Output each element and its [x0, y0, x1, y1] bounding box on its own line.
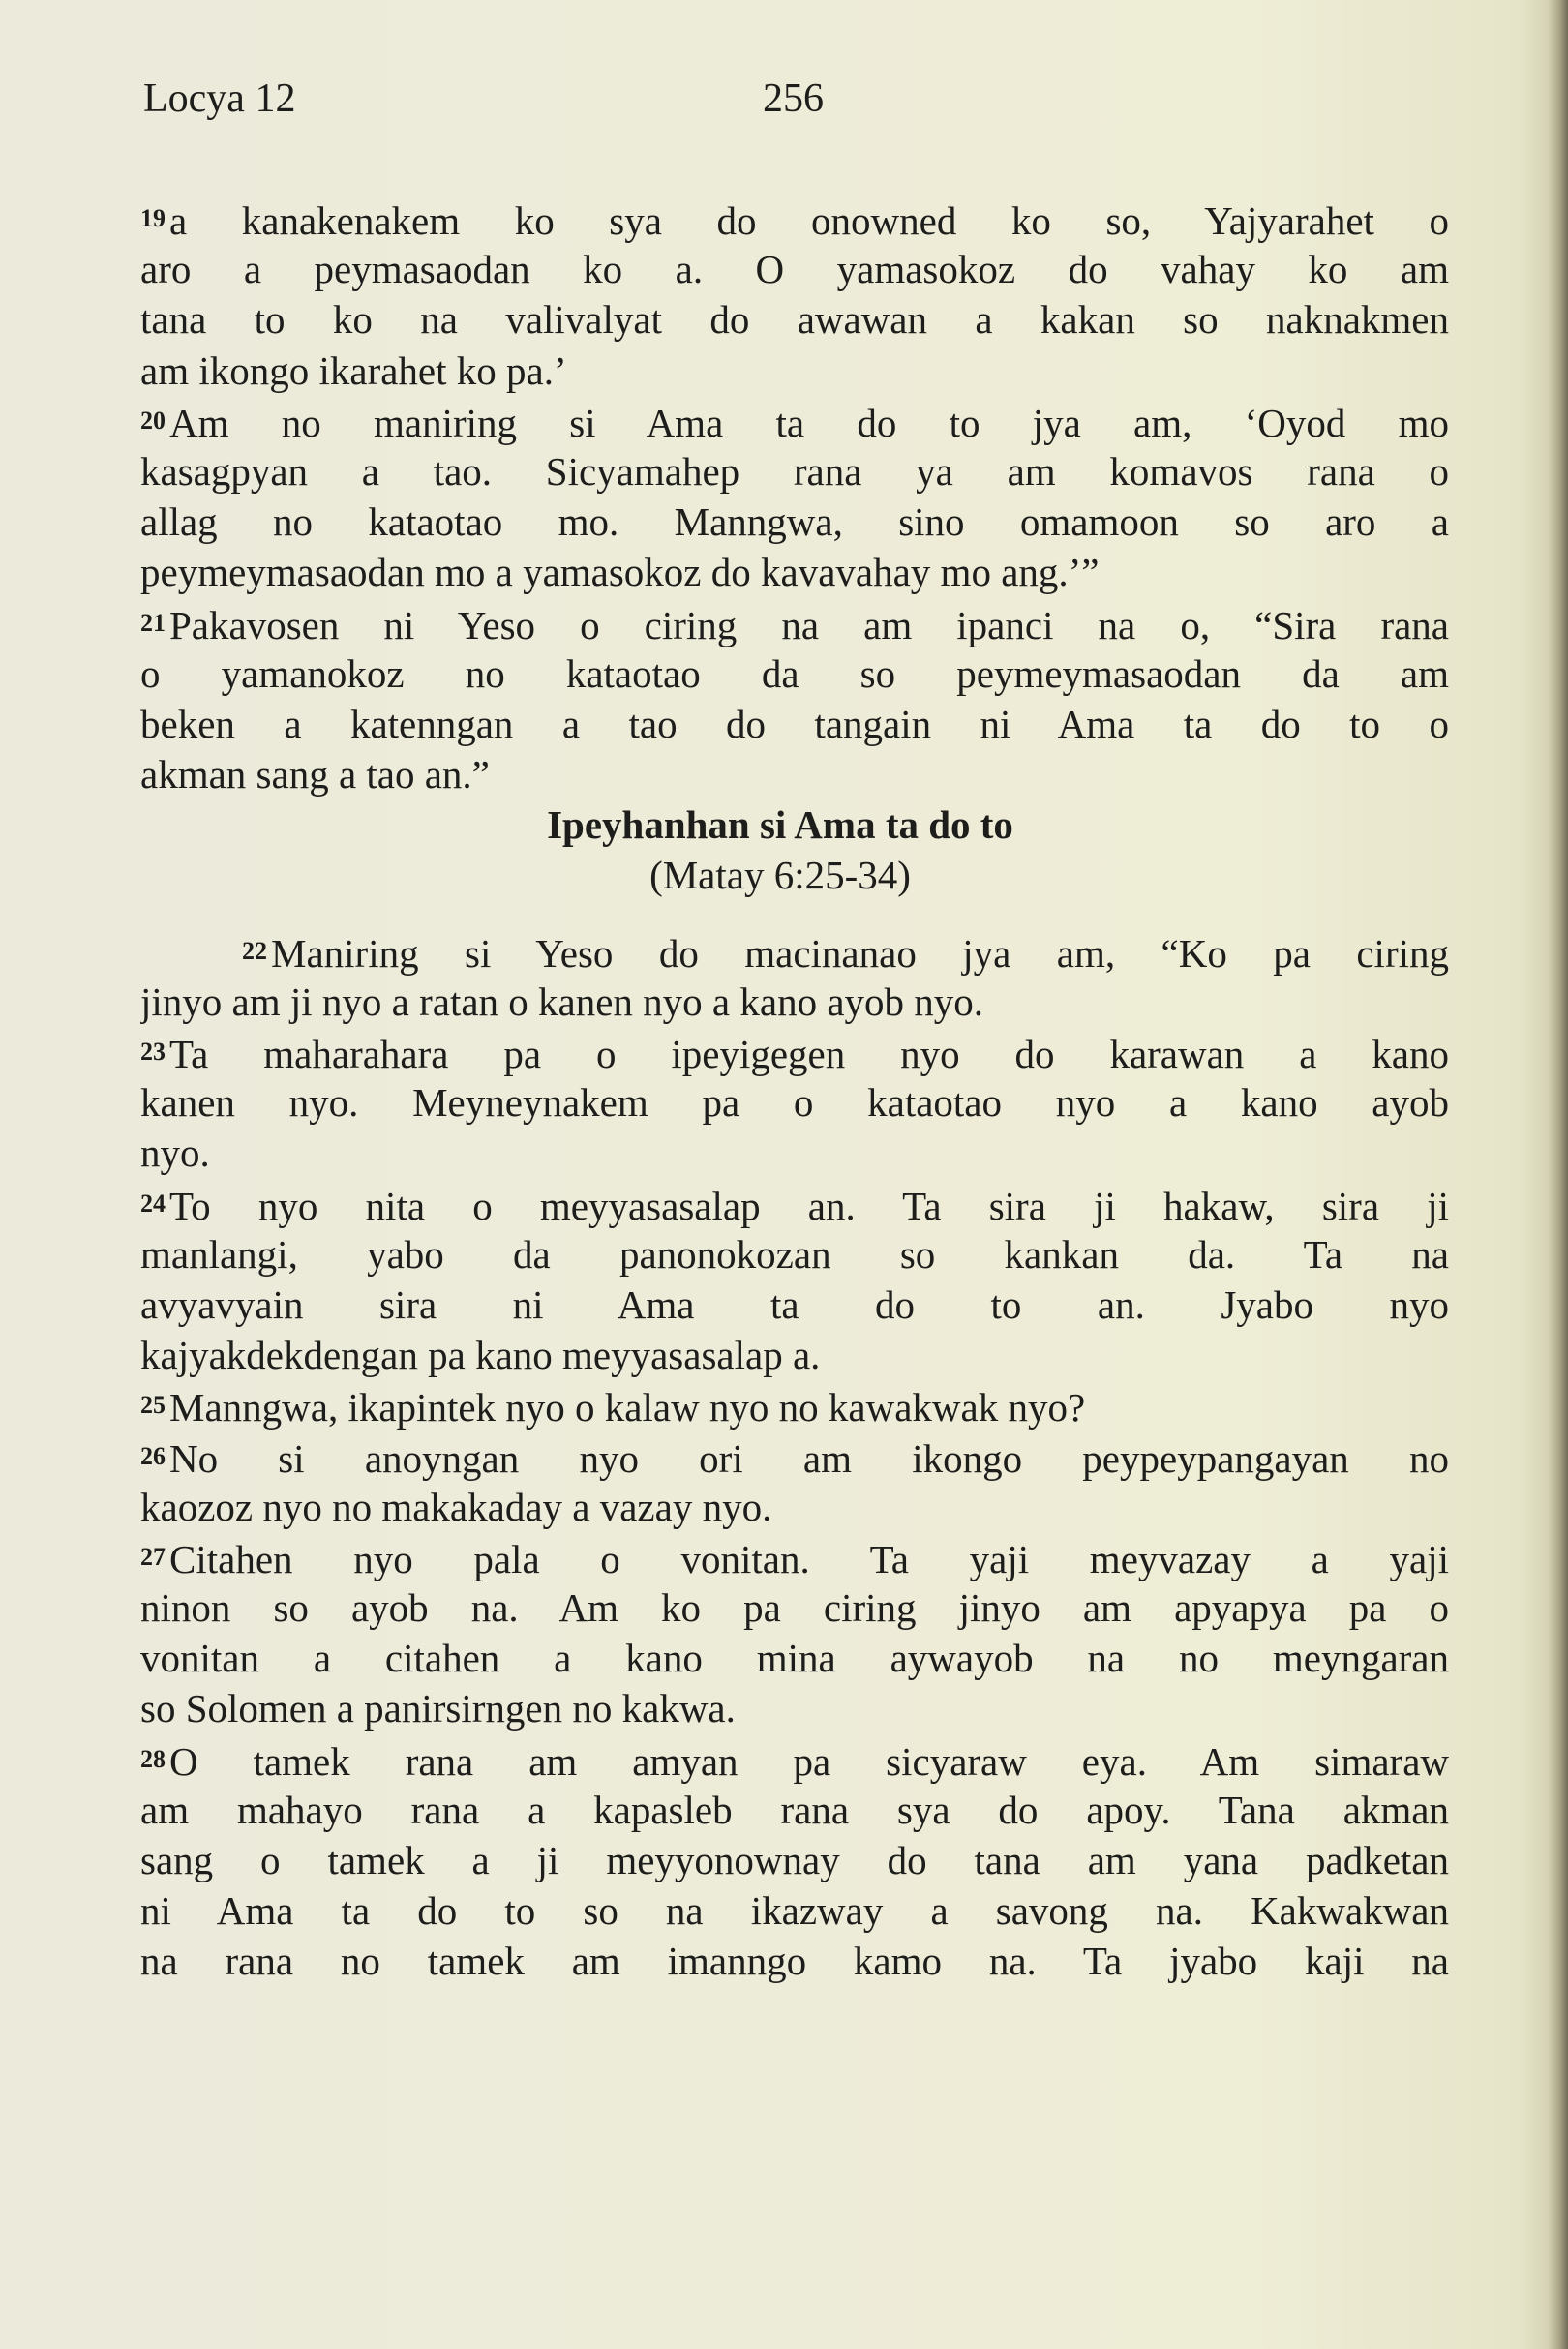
verse-number: 22: [242, 936, 267, 965]
text-line: tana to ko na valivalyat do awawan a kakan so naknakmen: [140, 297, 1449, 343]
verse-number: 27: [140, 1542, 166, 1571]
line-text: a kanakenakem ko sya do onowned ko so, Yajyarahet o: [169, 198, 1449, 243]
section-heading: Ipeyhanhan si Ama ta do to: [547, 802, 1013, 848]
line-text: Pakavosen ni Yeso o ciring na am ipanci na o, “Sira rana: [169, 602, 1449, 647]
section-reference: (Matay 6:25-34): [649, 853, 911, 898]
line-text: Ta maharahara pa o ipeyigegen nyo do karawan a kano: [169, 1032, 1449, 1076]
text-line: [140, 1431, 1449, 1482]
text-line: am mahayo rana a kapasleb rana sya do apoy. Tana akman: [140, 1787, 1449, 1832]
text-line: ni Ama ta do to so na ikazway a savong na. Kakwakwan: [140, 1888, 1449, 1934]
line-text: Maniring si Yeso do macinanao jya am, “Ko pa ciring: [271, 930, 1449, 976]
text-line: avyavyain sira ni Ama ta do to an. Jyabo nyo: [140, 1281, 1449, 1327]
verse-number: 28: [140, 1744, 166, 1773]
line-text: To nyo nita o meyyasasalap an. Ta sira ji hakaw, sira ji: [169, 1183, 1449, 1228]
text-line: peymeymasaodan mo a yamasokoz do kavavahay mo ang.’”: [140, 550, 1100, 595]
verse-number: 23: [140, 1038, 166, 1066]
line-text: No si anoyngan nyo ori am ikongo peypeypangayan no: [169, 1435, 1449, 1481]
text-line: kasagpyan a tao. Sicyamahep rana ya am komavos rana o: [140, 448, 1449, 494]
text-line: [140, 396, 1449, 446]
verse-number: 21: [140, 608, 166, 637]
text-line: na rana no tamek am imanngo kamo na. Ta jyabo kaji na: [140, 1939, 1449, 1984]
line-text: O tamek rana am amyan pa sicyaraw eya. Am simaraw: [169, 1738, 1449, 1784]
verse-number: 19: [140, 204, 166, 232]
text-line: [140, 1380, 1449, 1430]
text-line: [140, 598, 1449, 648]
verse-number: 20: [140, 406, 166, 435]
verse-number: 24: [140, 1189, 166, 1218]
text-line: ninon so ayob na. Am ko pa ciring jinyo am apyapya pa o: [140, 1585, 1449, 1631]
text-line: akman sang a tao an.”: [140, 752, 490, 798]
text-line: so Solomen a panirsirngen no kakwa.: [140, 1686, 736, 1732]
text-line: am ikongo ikarahet ko pa.’: [140, 347, 567, 393]
running-head: Locya 12: [143, 76, 296, 121]
page-header: [143, 75, 1450, 134]
heading-spacer: [140, 901, 1449, 926]
text-line: manlangi, yabo da panonokozan so kankan da. Ta na: [140, 1231, 1449, 1277]
text-line: sang o tamek a ji meyyonownay do tana am yana padketan: [140, 1838, 1449, 1882]
verse-number: 25: [140, 1391, 166, 1420]
text-line: aro a peymasaodan ko a. O yamasokoz do vahay ko am: [140, 247, 1449, 292]
text-line: allag no kataotao mo. Manngwa, sino omamoon so aro a: [140, 499, 1449, 545]
line-text: Manngwa, ikapintek nyo o kalaw nyo no kawakwak nyo?: [169, 1385, 1086, 1430]
text-line: [140, 1027, 1449, 1077]
text-line: [140, 1734, 1449, 1785]
text-line: [140, 1532, 1449, 1582]
text-line: kanen nyo. Meyneynakem pa o kataotao nyo a kano ayob: [140, 1080, 1449, 1126]
text-line: [140, 1179, 1449, 1229]
page-edge: [1547, 0, 1568, 2349]
page-body: [140, 194, 1449, 1987]
page-number: 256: [763, 76, 824, 121]
text-line: beken a katenngan a tao do tangain ni Ama ta do to o: [140, 701, 1449, 746]
verse-number: 26: [140, 1441, 166, 1470]
line-text: Am no maniring si Ama ta do to jya am, ‘Oyod mo: [169, 400, 1449, 445]
text-line: nyo.: [140, 1130, 210, 1176]
text-line: vonitan a citahen a kano mina aywayob na no meyngaran: [140, 1636, 1449, 1681]
text-line: kajyakdekdengan pa kano meyyasasalap a.: [140, 1333, 821, 1378]
text-line: o yamanokoz no kataotao da so peymeymasaodan da am: [140, 650, 1449, 696]
text-line: jinyo am ji nyo a ratan o kanen nyo a kano ayob nyo.: [140, 979, 984, 1024]
text-line: [140, 926, 1449, 977]
line-text: Citahen nyo pala o vonitan. Ta yaji meyvazay a yaji: [169, 1536, 1449, 1581]
text-line: [140, 194, 1449, 244]
text-line: kaozoz nyo no makakaday a vazay nyo.: [140, 1484, 772, 1529]
